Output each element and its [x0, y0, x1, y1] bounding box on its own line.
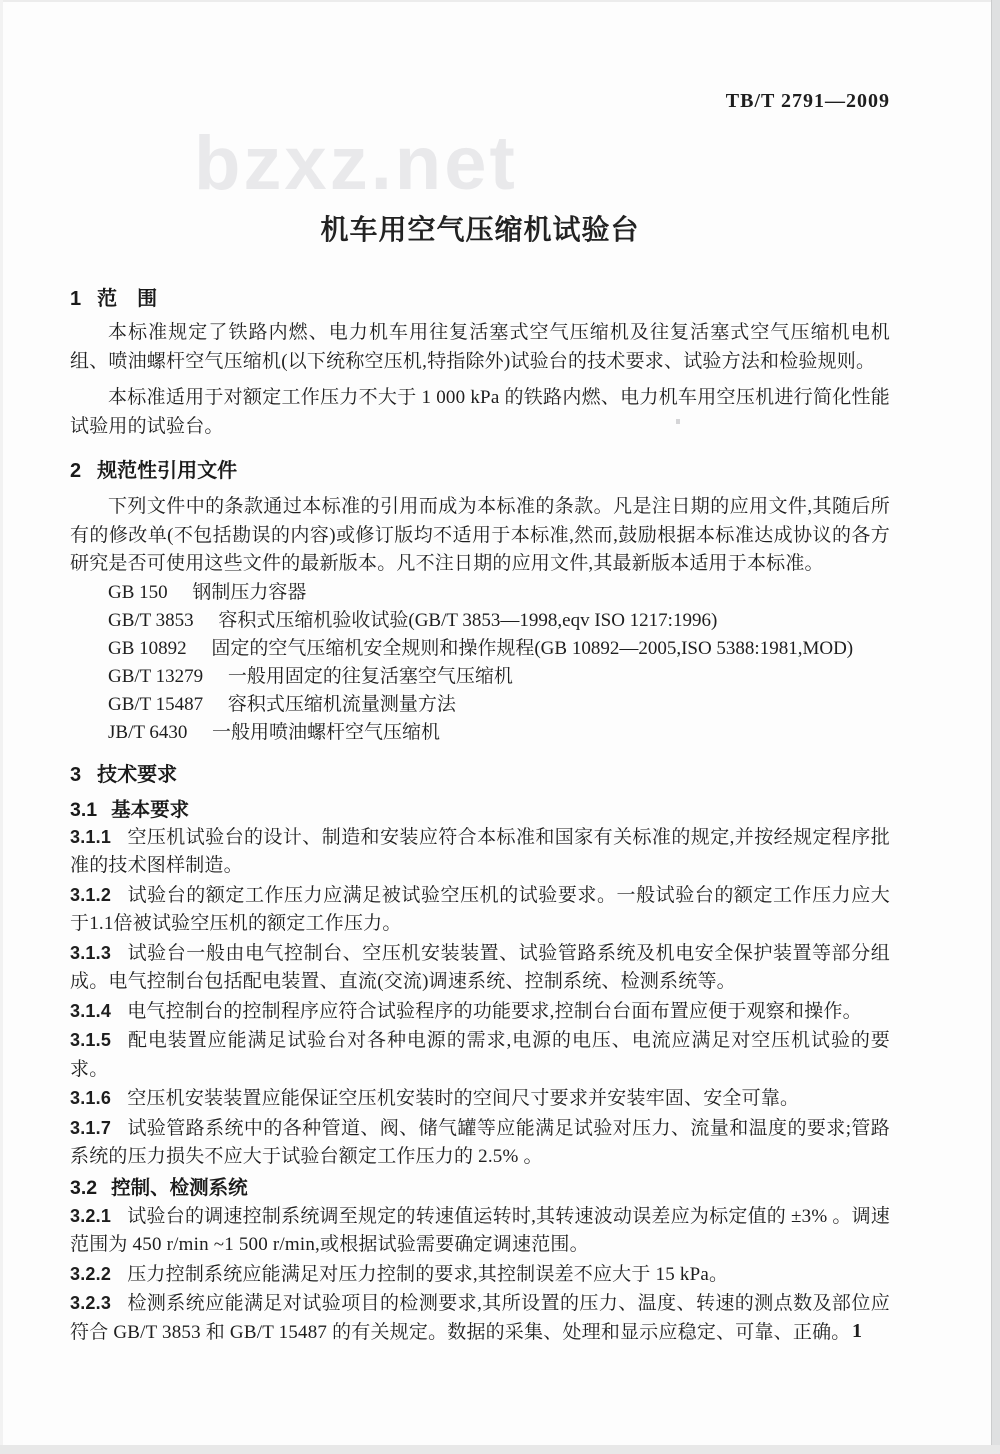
clause-3-2-1 [70, 1202, 890, 1260]
section-number: 3 [70, 763, 82, 786]
watermark-text: bzxz.net [194, 121, 518, 206]
clause-text: 试验台的额定工作压力应满足被试验空压机的试验要求。一般试验台的额定工作压力应大于1.1倍被试验空压机的额定工作压力。 [70, 884, 890, 934]
reference-item [70, 663, 890, 691]
reference-title: 一般用喷油螺杆空气压缩机 [212, 721, 441, 743]
clause-text: 试验台的调速控制系统调至规定的转速值运转时,其转速波动误差应为标定值的 ±3% 。调速范围为 450 r/min ~1 500 r/min,或根据试验需要确定调速范围。 [70, 1205, 890, 1255]
subsection-heading-basic-requirements [70, 799, 890, 821]
clause-number: 3.2.2 [70, 1263, 112, 1284]
clause-number: 3.1.1 [70, 826, 112, 847]
reference-item [70, 719, 890, 747]
reference-item [70, 607, 890, 635]
reference-code: JB/T 6430 [108, 721, 188, 743]
section-number: 2 [70, 460, 82, 482]
clause-text: 配电装置应能满足试验台对各种电源的需求,电源的电压、电流应满足对空压机试验的要求。 [70, 1030, 890, 1080]
reference-title: 固定的空气压缩机安全规则和操作规程(GB 10892—2005,ISO 5388:1981,MOD) [211, 637, 854, 659]
subsection-heading-text: 控制、检测系统 [111, 1176, 248, 1199]
clause-3-2-3 [70, 1289, 890, 1347]
scan-noise-speck [676, 419, 680, 424]
scan-edge-left [0, 0, 3, 1454]
clause-text: 电气控制台的控制程序应符合试验程序的功能要求,控制台台面布置应便于观察和操作。 [127, 1000, 862, 1022]
clause-text: 试验管路系统中的各种管道、阀、储气罐等应能满足试验对压力、流量和温度的要求;管路系统的压力损失不应大于试验台额定工作压力的 2.5% 。 [70, 1117, 890, 1167]
section-heading-text: 规范性引用文件 [97, 460, 238, 482]
standard-number: TB/T 2791—2009 [725, 90, 890, 112]
clause-number: 3.1.6 [70, 1088, 112, 1108]
section-heading-scope [70, 287, 890, 311]
page-content [70, 0, 890, 1347]
clause-number: 3.2.3 [70, 1293, 112, 1313]
clause-3-1-2 [70, 881, 890, 939]
clause-3-1-3 [70, 939, 890, 997]
clause-3-1-7 [70, 1114, 890, 1172]
scope-paragraph-2: 本标准适用于对额定工作压力不大于 1 000 kPa 的铁路内燃、电力机车用空压机进行简化性能试验用的试验台。 [70, 387, 890, 437]
reference-title: 钢制压力容器 [192, 581, 307, 603]
section-heading-technical-requirements [70, 763, 890, 787]
scan-edge-right [991, 0, 1000, 1454]
clause-3-1-6 [70, 1084, 890, 1114]
document-title: 机车用空气压缩机试验台 [320, 214, 640, 245]
reference-item [70, 579, 890, 607]
references-intro-paragraph: 下列文件中的条款通过本标准的引用而成为本标准的条款。凡是注日期的应用文件,其随后所有的修改单(不包括勘误的内容)或修订版均不适用于本标准,然而,鼓励根据本标准达成协议的各方研究是否可使用这些文件的最新版本。凡不注日期的应用文件,其最新版本适用于本标准。 [70, 496, 890, 574]
clause-number: 3.1.2 [70, 884, 112, 905]
clause-3-1-4 [70, 997, 890, 1027]
clause-text: 空压机安装装置应能保证空压机安装时的空间尺寸要求并安装牢固、安全可靠。 [127, 1088, 800, 1109]
clause-number: 3.1.4 [70, 1000, 112, 1021]
clause-3-1-1 [70, 823, 890, 881]
scan-edge-bottom [0, 1445, 1000, 1454]
clause-3-1-5 [70, 1026, 890, 1084]
clause-text: 压力控制系统应能满足对压力控制的要求,其控制误差不应大于 15 kPa。 [127, 1263, 729, 1285]
scope-paragraph-1: 本标准规定了铁路内燃、电力机车用往复活塞式空气压缩机及往复活塞式空气压缩机电机组、喷油螺杆空气压缩机(以下统称空压机,特指除外)试验台的技术要求、试验方法和检验规则。 [70, 322, 890, 372]
reference-title: 容积式压缩机验收试验(GB/T 3853—1998,eqv ISO 1217:1996) [218, 609, 718, 631]
clause-number: 3.1.5 [70, 1030, 112, 1050]
reference-code: GB 10892 [108, 637, 187, 659]
reference-item [70, 691, 890, 719]
reference-code: GB/T 13279 [108, 665, 204, 687]
section-number: 1 [70, 288, 82, 310]
reference-code: GB/T 3853 [108, 609, 194, 631]
clause-3-2-2 [70, 1260, 890, 1290]
subsection-number: 3.1 [70, 798, 98, 821]
reference-title: 容积式压缩机流量测量方法 [227, 693, 456, 715]
subsection-heading-control-detection [70, 1177, 890, 1199]
section-heading-text: 技术要求 [97, 763, 178, 786]
reference-title: 一般用固定的往复活塞空气压缩机 [227, 665, 513, 687]
subsection-number: 3.2 [70, 1176, 98, 1199]
reference-code: GB/T 15487 [108, 693, 204, 715]
clause-text: 试验台一般由电气控制台、空压机安装装置、试验管路系统及机电安全保护装置等部分组成。电气控制台包括配电装置、直流(交流)调速系统、控制系统、检测系统等。 [70, 942, 890, 992]
clause-number: 3.1.3 [70, 942, 112, 963]
scan-edge-top [0, 0, 1000, 2]
clause-text: 空压机试验台的设计、制造和安装应符合本标准和国家有关标准的规定,并按经规定程序批准的技术图样制造。 [70, 826, 890, 876]
clause-number: 3.1.7 [70, 1117, 112, 1138]
subsection-heading-text: 基本要求 [111, 798, 190, 821]
reference-item [70, 635, 890, 663]
reference-code: GB 150 [108, 581, 168, 603]
clause-number: 3.2.1 [70, 1205, 112, 1226]
section-heading-normative-references [70, 459, 890, 483]
section-heading-text: 范 围 [97, 288, 158, 310]
page-number: 1 [852, 1320, 862, 1342]
clause-text: 检测系统应能满足对试验项目的检测要求,其所设置的压力、温度、转速的测点数及部位应符合 GB/T 3853 和 GB/T 15487 的有关规定。数据的采集、处理和显示应稳定、可靠、正确。 [70, 1293, 890, 1343]
